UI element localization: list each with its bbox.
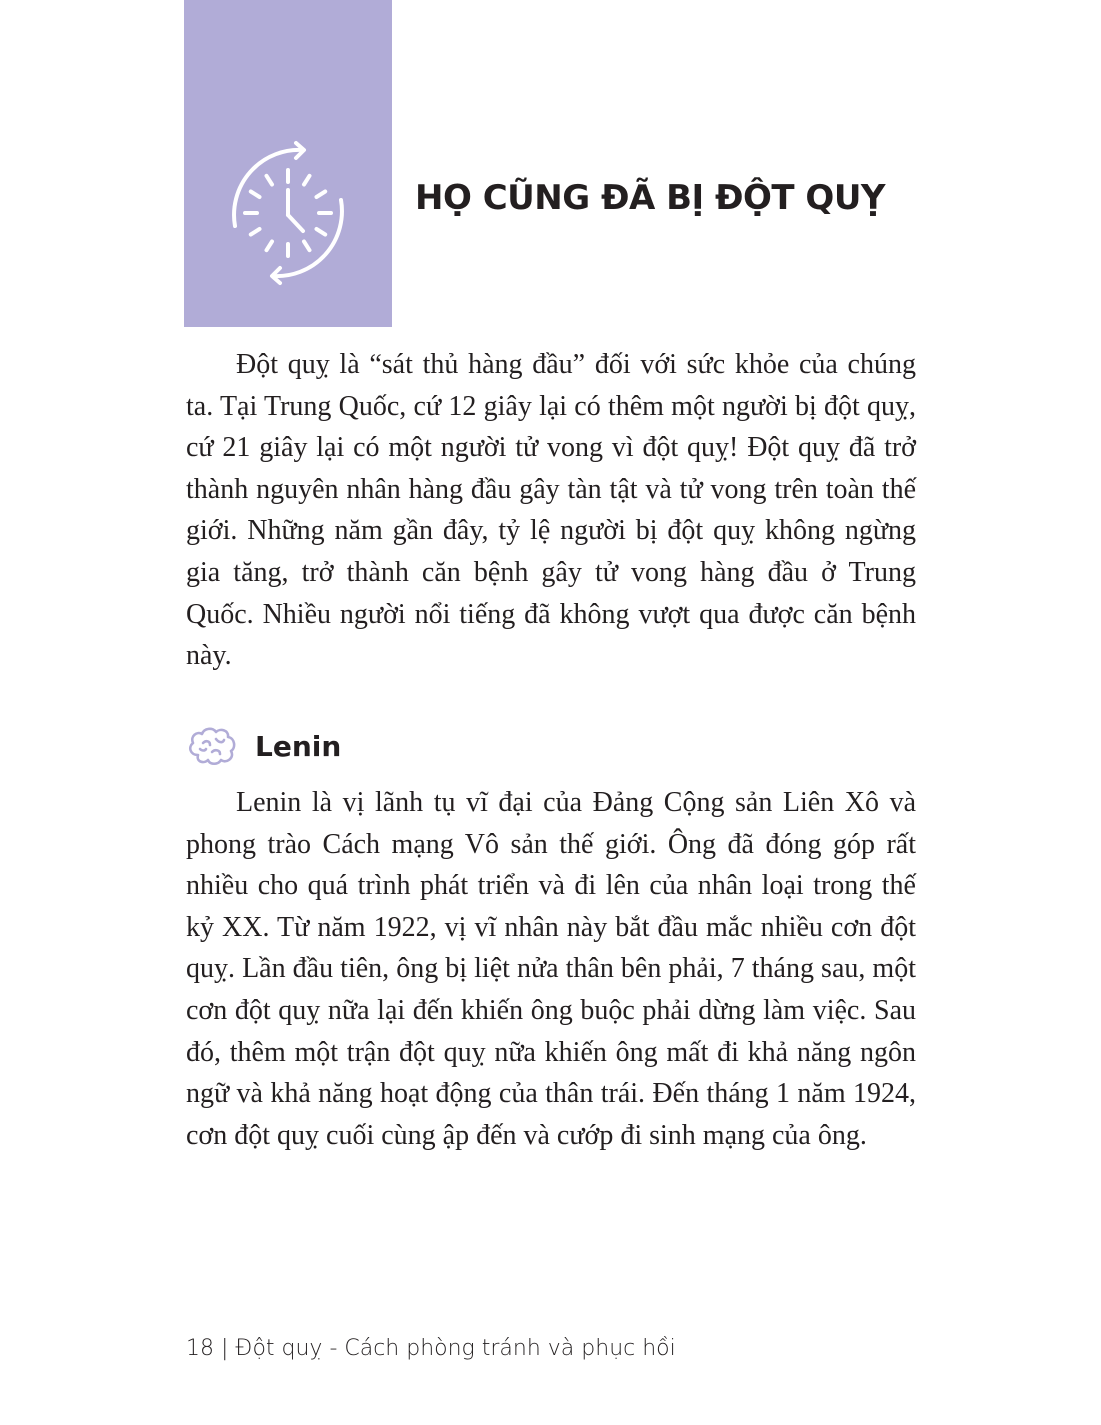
clock-cycle-icon xyxy=(213,138,363,288)
page-footer: 18 | Đột quỵ - Cách phòng tránh và phục hồi xyxy=(186,1336,676,1361)
intro-paragraph: Đột quỵ là “sát thủ hàng đầu” đối với sức khỏe của chúng ta. Tại Trung Quốc, cứ 12 giây lại có thêm một người bị đột quỵ, cứ 21 giây lại có một người tử vong vì đột quỵ! Đột quỵ đã trở thành nguyên nhân hàng đầu gây tàn tật và tử vong trên toàn thế giới. Những năm gần đây, tỷ lệ người bị đột quỵ không ngừng gia tăng, trở thành căn bệnh gây tử vong hàng đầu ở Trung Quốc. Nhiều người nổi tiếng đã không vượt qua được căn bệnh này. xyxy=(186,349,916,672)
chapter-title: HỌ CŨNG ĐÃ BỊ ĐỘT QUỴ xyxy=(415,178,886,218)
section-heading xyxy=(186,722,341,770)
brain-icon xyxy=(186,725,238,767)
section-title: Lenin xyxy=(255,729,342,763)
lenin-paragraph: Lenin là vị lãnh tụ vĩ đại của Đảng Cộng sản Liên Xô và phong trào Cách mạng Vô sản thế giới. Ông đã đóng góp rất nhiều cho quá trình phát triển và đi lên của nhân loại trong thế kỷ XX. Từ năm 1922, vị vĩ nhân này bắt đầu mắc nhiều cơn đột quỵ. Lần đầu tiên, ông bị liệt nửa thân bên phải, 7 tháng sau, một cơn đột quỵ nữa lại đến khiến ông buộc phải dừng làm việc. Sau đó, thêm một trận đột quỵ nữa khiến ông mất đi khả năng ngôn ngữ và khả năng hoạt động của thân trái. Đến tháng 1 năm 1924, cơn đột quỵ cuối cùng ập đến và cướp đi sinh mạng của ông. xyxy=(186,787,916,1151)
